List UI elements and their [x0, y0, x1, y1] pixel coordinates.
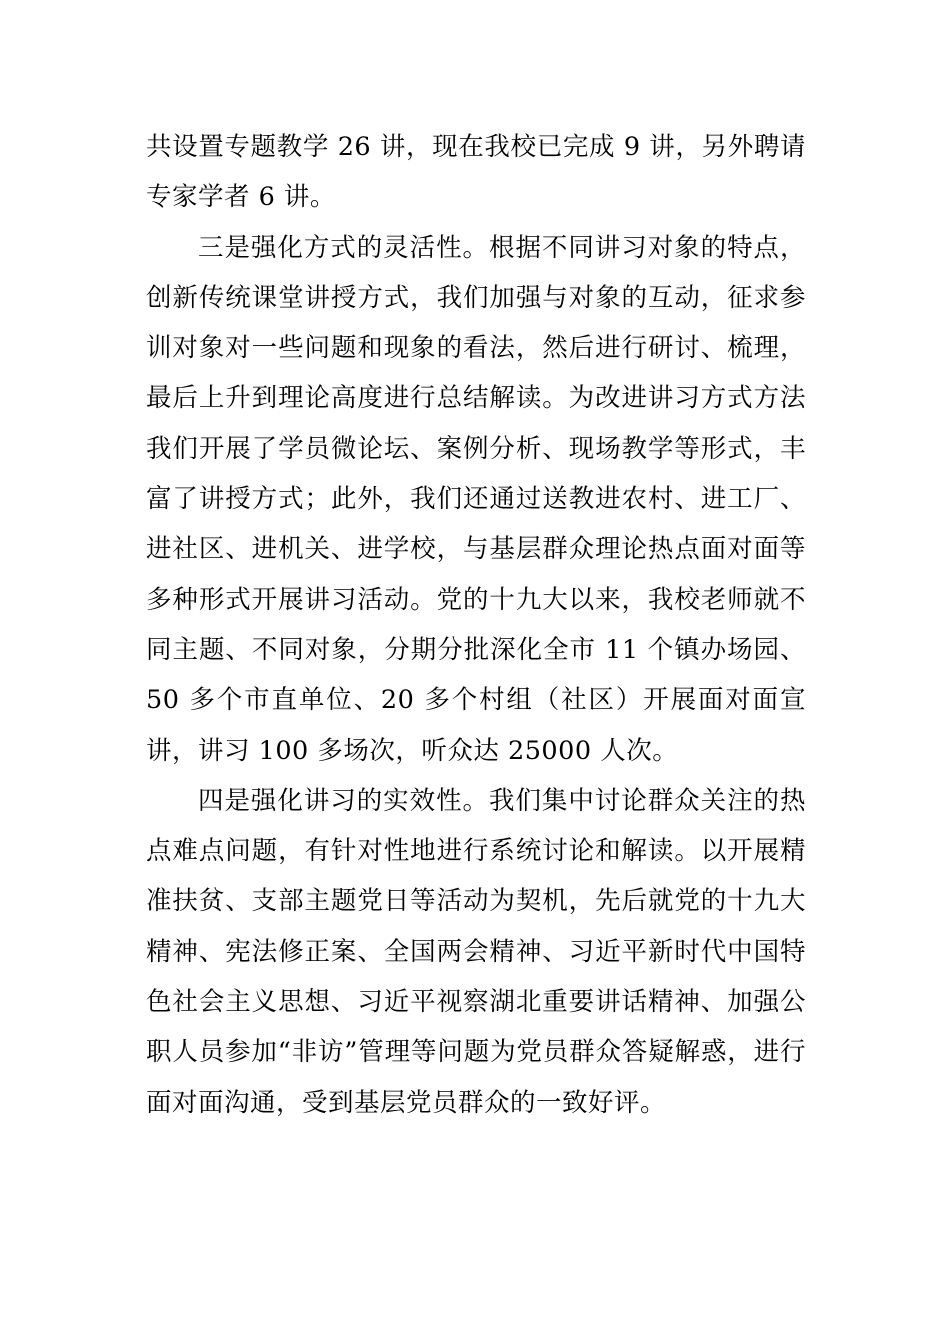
- paragraph-flexibility: 三是强化方式的灵活性。根据不同讲习对象的特点，创新传统课堂讲授方式，我们加强与对象的互动，征求参训对象对一些问题和现象的看法，然后进行研讨、梳理，最后上升到理论高度进行总结解读。为改进讲习方式方法我们开展了学员微论坛、案例分析、现场教学等形式，丰富了讲授方式；此外，我们还通过送教进农村、进工厂、进社区、进机关、进学校，与基层群众理论热点面对面等多种形式开展讲习活动。党的十九大以来，我校老师就不同主题、不同对象，分期分批深化全市 11 个镇办场园、50 多个市直单位、20 多个村组（社区）开展面对面宣讲，讲习 100 多场次，听众达 25000 人次。: [146, 232, 806, 766]
- document-body: [146, 122, 806, 1128]
- paragraph-continued: 共设置专题教学 26 讲，现在我校已完成 9 讲，另外聘请专家学者 6 讲。: [146, 132, 806, 213]
- paragraph-effectiveness: 四是强化讲习的实效性。我们集中讨论群众关注的热点难点问题，有针对性地进行系统讨论和解读。以开展精准扶贫、支部主题党日等活动为契机，先后就党的十九大精神、宪法修正案、全国两会精神、习近平新时代中国特色社会主义思想、习近平视察湖北重要讲话精神、加强公职人员参加“非访”管理等问题为党员群众答疑解惑，进行面对面沟通，受到基层党员群众的一致好评。: [146, 785, 806, 1118]
